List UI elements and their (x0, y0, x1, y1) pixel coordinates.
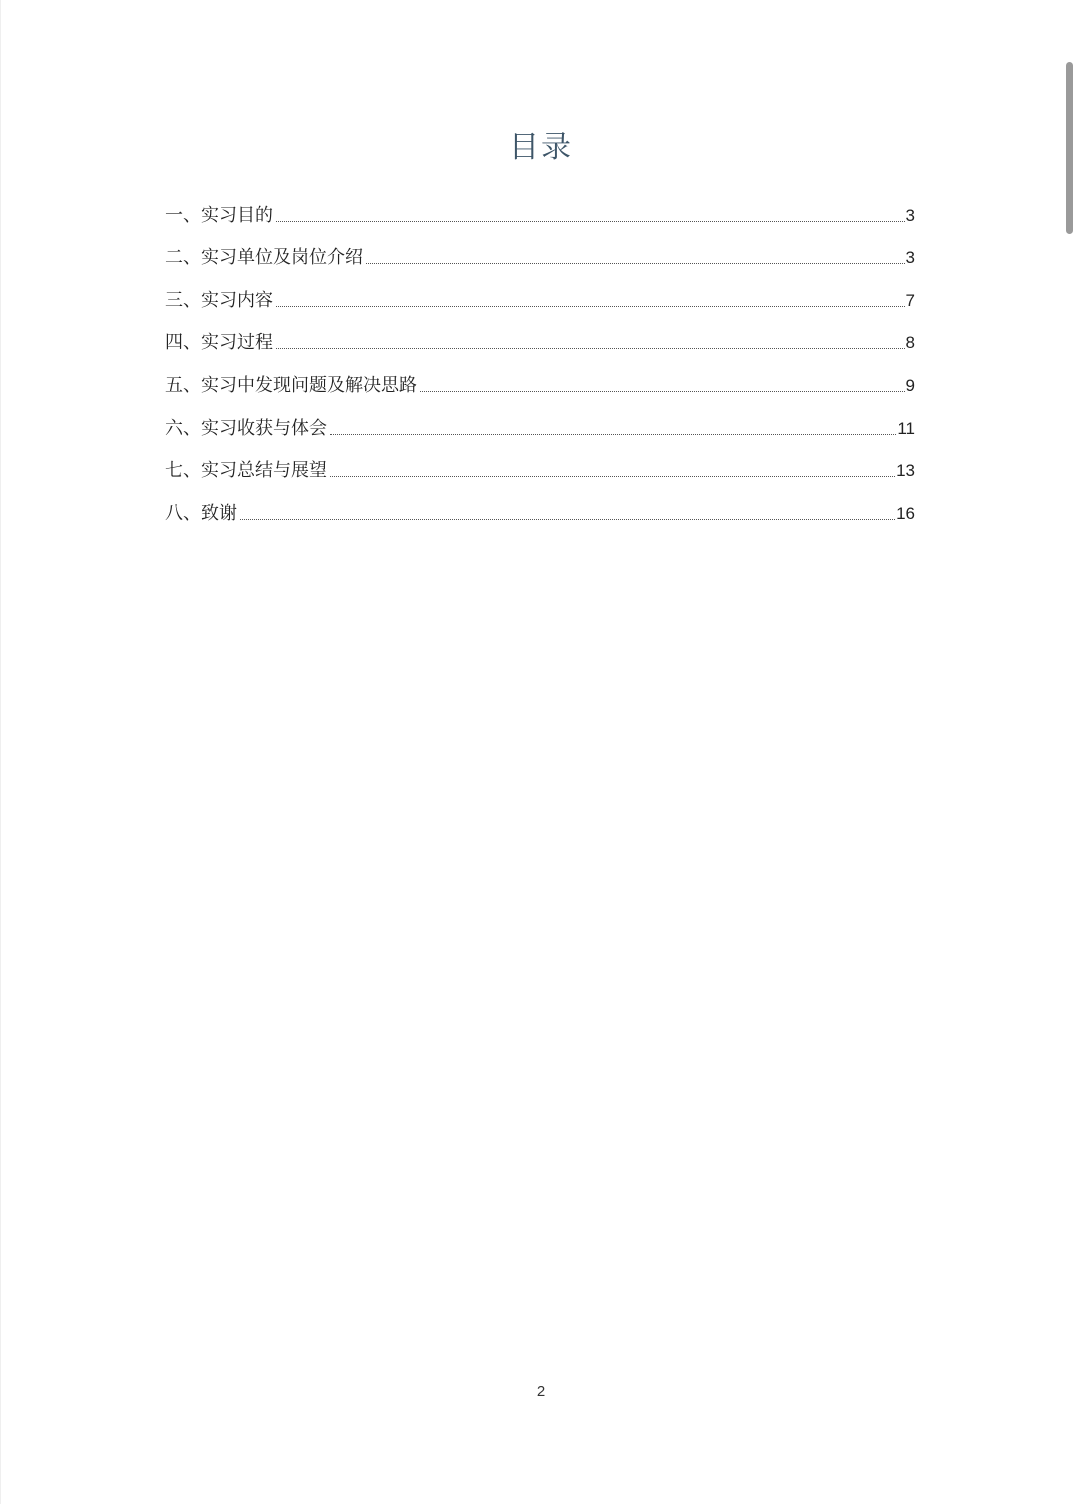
toc-dot-leader (330, 434, 896, 435)
toc-entry-page: 3 (905, 205, 915, 225)
toc-entry-page: 13 (896, 461, 915, 481)
toc-dot-leader (276, 221, 905, 222)
vertical-scrollbar-thumb[interactable] (1066, 62, 1073, 234)
toc-entry-label: 五、实习中发现问题及解决思路 (165, 374, 417, 396)
toc-dot-leader (276, 348, 905, 349)
toc-entry[interactable] (165, 397, 915, 440)
toc-entry[interactable] (165, 269, 915, 312)
toc-entry-page: 11 (897, 418, 915, 438)
toc-dot-leader (276, 306, 905, 307)
page-number: 2 (536, 1383, 546, 1400)
toc-entry-page: 7 (905, 290, 915, 310)
toc-title: 目录 (509, 130, 573, 165)
toc-dot-leader (240, 519, 895, 520)
toc-entry[interactable] (165, 482, 915, 525)
toc-dot-leader (366, 263, 905, 264)
toc-entry[interactable] (165, 184, 915, 227)
toc-entry-label: 六、实习收获与体会 (165, 417, 327, 439)
toc-entry-page: 8 (905, 333, 915, 353)
toc-entry-label: 四、实习过程 (165, 332, 273, 354)
toc-entry-label: 三、实习内容 (165, 289, 273, 311)
toc-dot-leader (330, 476, 895, 477)
toc-entry[interactable] (165, 354, 915, 397)
toc-entry-page: 3 (905, 248, 915, 268)
table-of-contents (165, 184, 915, 525)
toc-entry-label: 二、实习单位及岗位介绍 (165, 247, 363, 269)
toc-entry-page: 9 (905, 375, 915, 395)
toc-dot-leader (420, 391, 905, 392)
toc-entry[interactable] (165, 440, 915, 483)
toc-entry[interactable] (165, 312, 915, 355)
toc-entry-page: 16 (896, 503, 915, 523)
toc-entry-label: 一、实习目的 (165, 204, 273, 226)
toc-entry-label: 七、实习总结与展望 (165, 460, 327, 482)
toc-entry-label: 八、致谢 (165, 502, 237, 524)
toc-entry[interactable] (165, 227, 915, 270)
